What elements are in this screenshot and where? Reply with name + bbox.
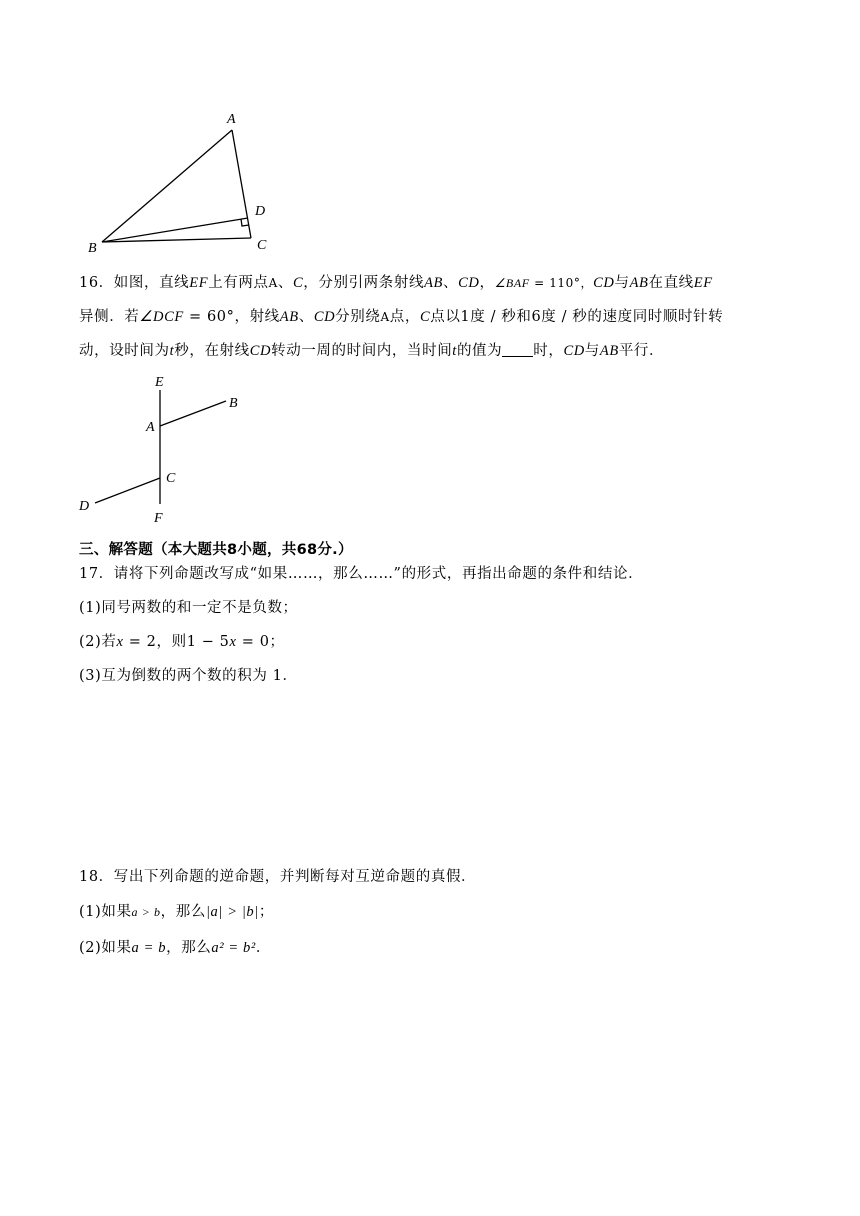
q16-line3: 动，设时间为t秒，在射线CD转动一周的时间内，当时间t的值为 时，CD与AB平行．: [79, 343, 665, 359]
q17-part3: (3)互为倒数的两个数的积为 1．: [79, 668, 298, 684]
label-A: A: [227, 112, 236, 127]
label-B: B: [88, 241, 97, 255]
label-F: F: [154, 511, 163, 526]
q18-part2: (2)如果a = b，那么a² = b²．: [79, 940, 271, 956]
label-A: A: [146, 420, 155, 435]
ray-AB: [160, 401, 226, 426]
label-C: C: [257, 238, 267, 253]
answer-blank: [502, 344, 533, 357]
q18-stem: 18．写出下列命题的逆命题，并判断每对互逆命题的真假．: [79, 869, 477, 885]
q17-part1: (1)同号两数的和一定不是负数；: [79, 600, 298, 616]
label-B: B: [229, 396, 238, 411]
label-D: D: [255, 204, 266, 219]
q16-line1: 16．如图，直线EF上有两点A、C，分别引两条射线AB、CD，∠BAF = 110°，CD与AB在直线EF: [79, 275, 713, 291]
q17-stem: 17．请将下列命题改写成“如果……，那么……”的形式，再指出命题的条件和结论．: [79, 566, 644, 582]
label-E: E: [155, 375, 164, 390]
q17-part2: (2)若x = 2，则1 − 5x = 0；: [79, 634, 285, 650]
ray-CD: [95, 478, 160, 503]
q18-part1: (1)如果a > b，那么|a| > |b|；: [79, 904, 274, 920]
triangle-figure: [80, 105, 290, 255]
label-D: D: [79, 499, 90, 514]
q16-line2: 异侧．若∠DCF = 60°，射线AB、CD分别绕A点，C点以1度 / 秒和6度 / 秒的速度同时顺时针转: [79, 309, 724, 325]
label-C: C: [166, 471, 176, 486]
section-heading: 三、解答题（本大题共8小题，共68分.）: [79, 542, 353, 558]
segment-AB: [102, 130, 232, 242]
rays-figure: [70, 372, 260, 530]
